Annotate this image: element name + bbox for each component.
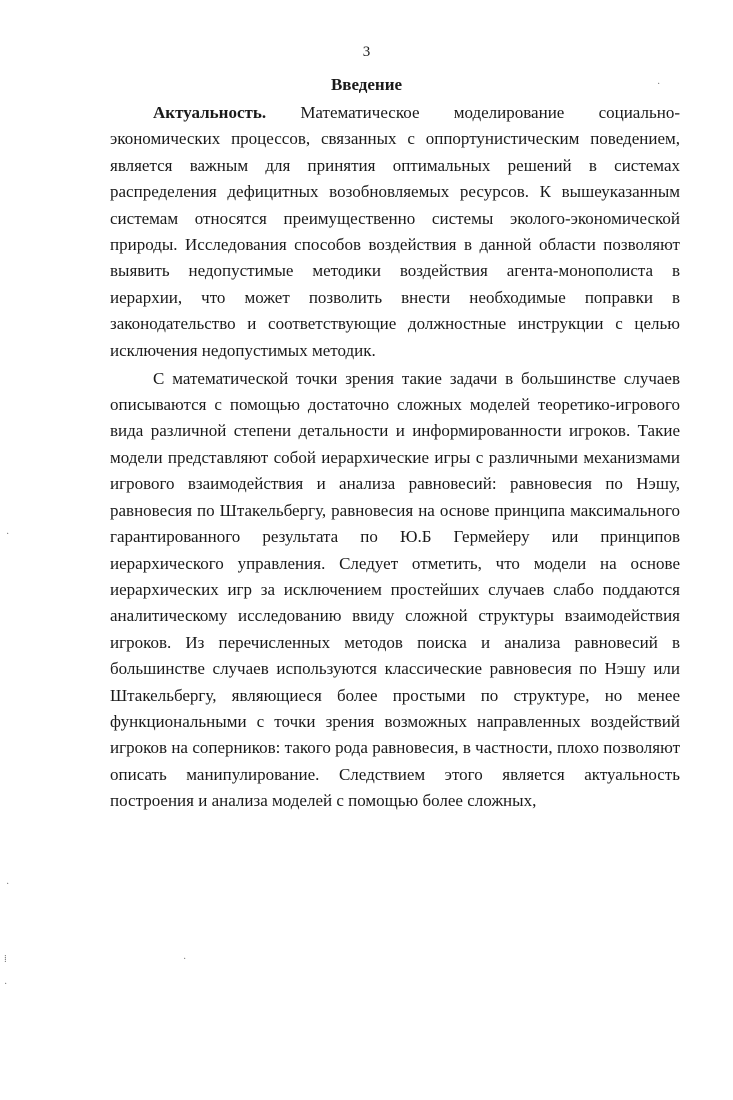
scan-speck: · (6, 879, 10, 890)
paragraph-relevance (110, 100, 680, 364)
paragraph-math-viewpoint (110, 366, 680, 815)
scan-speck: · (6, 529, 10, 540)
body-text (110, 100, 680, 816)
scan-speck: ⁞ (4, 954, 7, 965)
scan-speck: · (183, 954, 187, 965)
paragraph-lead: Актуальность. (153, 103, 267, 122)
page-number: 3 (362, 44, 371, 60)
scan-speck: · (4, 979, 8, 990)
scan-speck: · (657, 79, 661, 90)
section-heading: Введение (330, 75, 403, 94)
paragraph-text: Математическое моделирование социально-экономических процессов, связанных с оппортунистическим поведением, является важным для принятия оптимальных решений в системах распределения дефицитных возобновляемых ресурсов. К вышеуказанным системам относятся преимущественно системы эколого-экономической природы. Исследования способов воздействия в данной области позволяют выявить недопустимые методики воздействия агента-монополиста в иерархии, что может позволить внести необходимые поправки в законодательство и соответствующие должностные инструкции с целью исключения недопустимых методик. (110, 103, 680, 360)
paragraph-text: С математической точки зрения такие задачи в большинстве случаев описываются с помощью достаточно сложных моделей теоретико-игрового вида различной степени детальности и информированности игроков. Такие модели представляют собой иерархические игры с различными механизмами игрового взаимодействия и анализа равновесий: равновесия по Нэшу, равновесия по Штакельбергу, равновесия на основе принципа максимального гарантированного результата по Ю.Б Гермейеру или принципов иерархического управления. Следует отметить, что модели на основе иерархических игр за исключением простейших случаев слабо поддаются аналитическому исследованию ввиду сложной структуры взаимодействия игроков. Из перечисленных методов поиска и анализа равновесий в большинстве случаев используются классические равновесия по Нэшу или Штакельбергу, являющиеся более простыми по структуре, но менее функциональными с точки зрения возможных направленных воздействий игроков на соперников: такого рода равновесия, в частности, плохо позволяют описать манипулирование. Следствием этого является актуальность построения и анализа моделей с помощью более сложных, (110, 368, 680, 811)
